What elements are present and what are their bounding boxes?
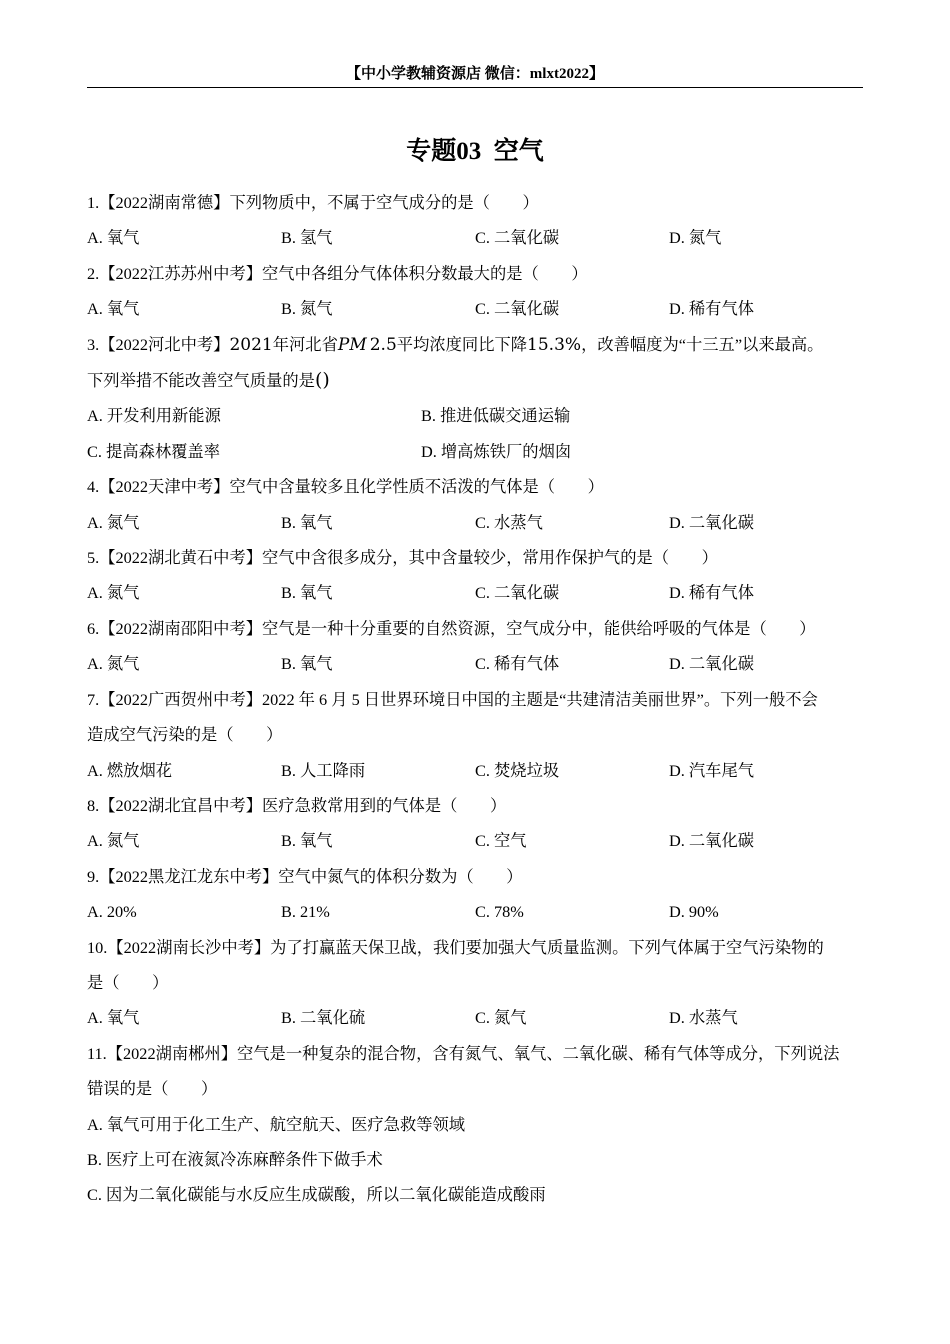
- option-a: A. 氮气: [87, 654, 140, 674]
- question-4: [87, 469, 863, 540]
- question-2: [87, 256, 863, 327]
- options-row-1: [87, 398, 863, 433]
- options: [87, 894, 863, 929]
- options: [87, 823, 863, 858]
- page-header: 【中小学教辅资源店 微信：mlxt2022】: [346, 66, 604, 82]
- math-percent: 15.3%: [527, 334, 582, 355]
- question-8: [87, 788, 863, 859]
- question-1: [87, 185, 863, 256]
- option-b: B. 21%: [281, 902, 330, 922]
- options: [87, 220, 863, 255]
- question-stem-line-1: 11.【2022湖南郴州】空气是一种复杂的混合物，含有氮气、氧气、二氧化碳、稀有气体等成分，下列说法: [87, 1043, 840, 1063]
- option-c: C. 二氧化碳: [475, 299, 560, 319]
- option-d: D. 氮气: [669, 228, 722, 248]
- question-9: [87, 859, 863, 930]
- options: [87, 575, 863, 610]
- options: [87, 1000, 863, 1035]
- option-a: A. 氮气: [87, 512, 140, 532]
- option-c: C. 因为二氧化碳能与水反应生成碳酸，所以二氧化碳能造成酸雨: [87, 1185, 546, 1205]
- question-stem: 6.【2022湖南邵阳中考】空气是一种十分重要的自然资源，空气成分中，能供给呼吸的气体是（ ）: [87, 618, 816, 638]
- option-b: B. 氧气: [281, 512, 333, 532]
- question-stem-line-2: 造成空气污染的是（ ）: [87, 725, 283, 745]
- option-c: C. 二氧化碳: [475, 583, 560, 603]
- question-stem-line-2: [87, 363, 863, 398]
- option-c: C. 空气: [475, 831, 527, 851]
- option-d: D. 增高炼铁厂的烟囱: [421, 441, 572, 461]
- question-10: [87, 930, 863, 1036]
- option-d: D. 稀有气体: [669, 299, 755, 319]
- options: [87, 291, 863, 326]
- question-list: [87, 185, 863, 1213]
- question-stem-line-2: 错误的是（ ）: [87, 1079, 218, 1099]
- question-stem: 1.【2022湖南常德】下列物质中，不属于空气成分的是（ ）: [87, 193, 539, 212]
- option-c: C. 78%: [475, 902, 524, 922]
- math-pm: PM: [337, 334, 367, 355]
- option-a: A. 20%: [87, 902, 137, 922]
- question-stem-line-1: [87, 327, 863, 363]
- option-b: B. 人工降雨: [281, 760, 366, 780]
- option-d: D. 水蒸气: [669, 1008, 738, 1028]
- option-b: B. 氢气: [281, 228, 333, 248]
- option-a: A. 开发利用新能源: [87, 406, 221, 426]
- option-d: D. 二氧化碳: [669, 654, 755, 674]
- option-d: D. 二氧化碳: [669, 831, 755, 851]
- question-5: [87, 540, 863, 611]
- option-d: D. 汽车尾气: [669, 760, 755, 780]
- option-c: C. 稀有气体: [475, 654, 560, 674]
- option-b: B. 推进低碳交通运输: [421, 406, 571, 426]
- option-c: C. 水蒸气: [475, 512, 543, 532]
- option-c: C. 氮气: [475, 1008, 527, 1028]
- math-pm-value: 2.5: [369, 334, 397, 355]
- question-3: [87, 327, 863, 470]
- option-c: C. 二氧化碳: [475, 228, 560, 248]
- option-c: C. 焚烧垃圾: [475, 760, 560, 780]
- question-stem: 9.【2022黑龙江龙东中考】空气中氮气的体积分数为（ ）: [87, 866, 523, 886]
- question-stem: 8.【2022湖北宜昌中考】医疗急救常用到的气体是（ ）: [87, 795, 507, 815]
- question-6: [87, 611, 863, 682]
- option-c: C. 提高森林覆盖率: [87, 441, 220, 461]
- question-stem-line-2: 是（ ）: [87, 972, 169, 992]
- question-stem: 2.【2022江苏苏州中考】空气中各组分气体体积分数最大的是（ ）: [87, 263, 588, 283]
- question-stem: 4.【2022天津中考】空气中含量较多且化学性质不活泼的气体是（ ）: [87, 477, 604, 497]
- question-stem-line-1: 7.【2022广西贺州中考】2022 年 6 月 5 日世界环境日中国的主题是“共建清洁美丽世界”。下列一般不会: [87, 689, 818, 709]
- option-a: A. 氧气: [87, 299, 140, 319]
- question-stem-line-1: 10.【2022湖南长沙中考】为了打赢蓝天保卫战，我们要加强大气质量监测。下列气体属于空气污染物的: [87, 937, 824, 957]
- option-d: D. 二氧化碳: [669, 512, 755, 532]
- stem-text: 平均浓度同比下降: [396, 334, 528, 354]
- option-a: A. 氧气: [87, 1008, 140, 1028]
- option-d: D. 稀有气体: [669, 583, 755, 603]
- page-title: 专题03 空气: [406, 138, 544, 165]
- option-a: A. 燃放烟花: [87, 760, 173, 780]
- stem-text: 下列举措不能改善空气质量的是: [87, 371, 315, 391]
- options: [87, 505, 863, 540]
- stem-text: 3.【2022河北中考】: [87, 334, 230, 354]
- header-divider: [87, 87, 863, 88]
- question-11: [87, 1036, 863, 1213]
- options: [87, 753, 863, 788]
- option-a: A. 氧气可用于化工生产、航空航天、医疗急救等领域: [87, 1114, 466, 1134]
- math-year: 2021: [229, 334, 273, 355]
- stem-text: ，改善幅度为“十三五”以来最高。: [581, 334, 824, 354]
- option-a: A. 氮气: [87, 583, 140, 603]
- option-a: A. 氧气: [87, 228, 140, 248]
- option-b: B. 氧气: [281, 831, 333, 851]
- option-d: D. 90%: [669, 902, 719, 922]
- question-stem: 5.【2022湖北黄石中考】空气中含很多成分，其中含量较少，常用作保护气的是（ ）: [87, 548, 718, 568]
- stem-text: 年河北省: [272, 334, 338, 354]
- option-a: A. 氮气: [87, 831, 140, 851]
- options-row-2: [87, 434, 863, 469]
- option-b: B. 氮气: [281, 299, 333, 319]
- option-b: B. 医疗上可在液氮冷冻麻醉条件下做手术: [87, 1149, 383, 1169]
- question-7: [87, 682, 863, 788]
- options: [87, 646, 863, 681]
- answer-parentheses: (): [314, 369, 330, 392]
- option-b: B. 氧气: [281, 654, 333, 674]
- option-b: B. 二氧化硫: [281, 1008, 366, 1028]
- option-b: B. 氧气: [281, 583, 333, 603]
